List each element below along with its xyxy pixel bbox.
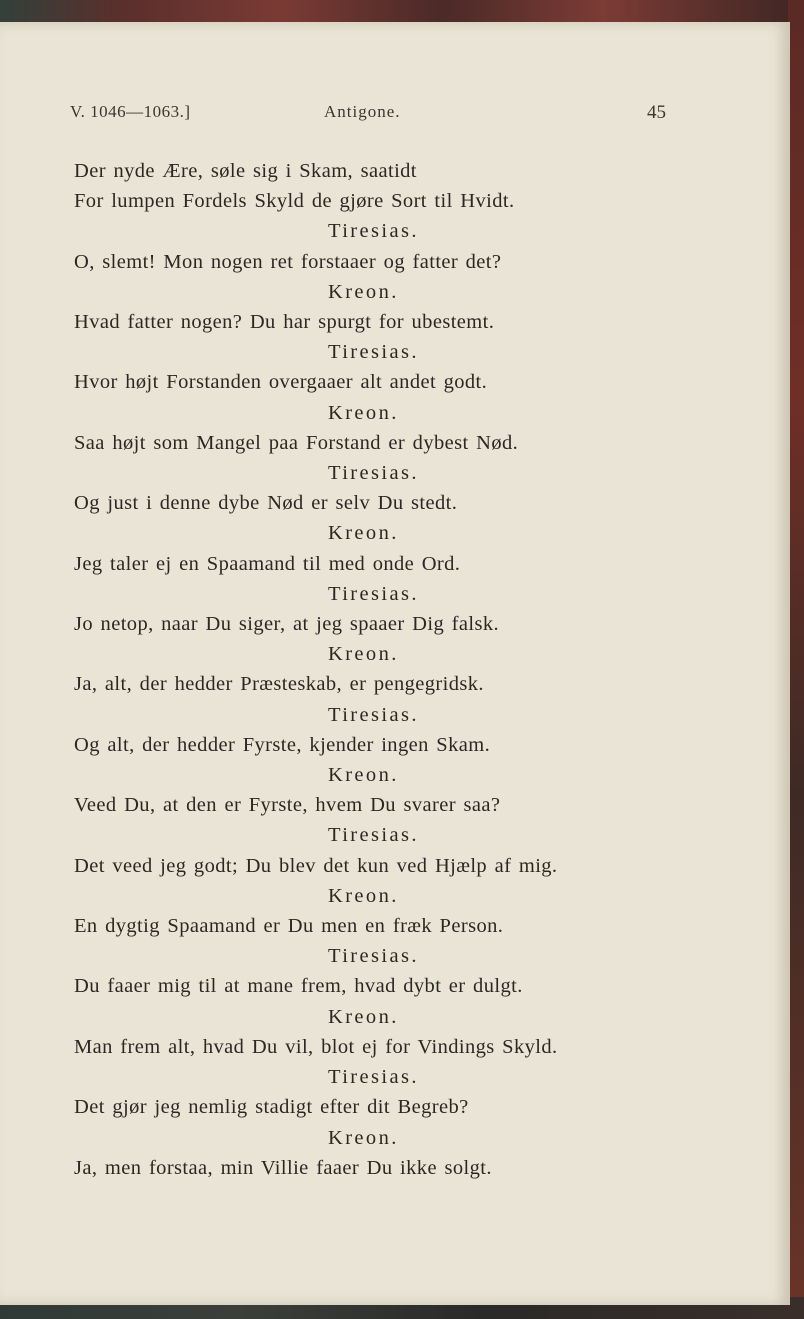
verse-line: Og just i denne dybe Nød er selv Du stedt. (74, 492, 458, 515)
verse-line: Man frem alt, hvad Du vil, blot ej for Vindings Skyld. (74, 1035, 558, 1058)
speaker-name: Tiresias. (328, 703, 419, 726)
verse-line: Der nyde Ære, søle sig i Skam, saatidt (74, 160, 417, 182)
verse-line: Du faaer mig til at mane frem, hvad dybt er dulgt. (74, 975, 523, 998)
speaker-name: Kreon. (328, 522, 399, 545)
verse-text (74, 156, 714, 1183)
book-page (0, 22, 790, 1305)
speaker-name: Kreon. (328, 643, 399, 666)
speaker-name: Kreon. (328, 401, 399, 424)
verse-line: Jeg taler ej en Spaamand til med onde Ord. (74, 552, 461, 575)
speaker-name: Tiresias. (328, 582, 419, 605)
speaker-name: Tiresias. (328, 945, 419, 968)
speaker-name: Tiresias. (328, 220, 419, 243)
book-spine-edge (788, 0, 804, 1319)
verse-line: Det gjør jeg nemlig stadigt efter dit Begreb? (74, 1096, 469, 1119)
speaker-name: Kreon. (328, 1005, 399, 1028)
verse-line: Hvor højt Forstanden overgaaer alt andet godt. (74, 371, 488, 394)
verse-line: Ja, men forstaa, min Villie faaer Du ikke solgt. (74, 1156, 492, 1179)
speaker-name: Kreon. (328, 280, 399, 303)
verse-line: Hvad fatter nogen? Du har spurgt for ubestemt. (74, 311, 495, 334)
speaker-name: Kreon. (328, 884, 399, 907)
running-header (70, 102, 670, 132)
verse-range: V. 1046—1063.] (70, 102, 191, 121)
verse-line: Jo netop, naar Du siger, at jeg spaaer Dig falsk. (74, 613, 500, 636)
verse-line: En dygtig Spaamand er Du men en fræk Person. (74, 915, 504, 938)
speaker-name: Kreon. (328, 764, 399, 787)
verse-line: Det veed jeg godt; Du blev det kun ved Hjælp af mig. (74, 854, 558, 877)
verse-line: Veed Du, at den er Fyrste, hvem Du svarer saa? (74, 794, 501, 817)
verse-line: O, slemt! Mon nogen ret forstaaer og fatter det? (74, 250, 502, 273)
speaker-name: Tiresias. (328, 341, 419, 364)
page-number: 45 (647, 102, 666, 123)
speaker-name: Tiresias. (328, 824, 419, 847)
verse-line: Saa højt som Mangel paa Forstand er dybest Nød. (74, 431, 519, 454)
running-title: Antigone. (324, 102, 401, 121)
verse-line: Og alt, der hedder Fyrste, kjender ingen Skam. (74, 733, 491, 756)
verse-line: For lumpen Fordels Skyld de gjøre Sort til Hvidt. (74, 190, 515, 213)
verse-line: Ja, alt, der hedder Præsteskab, er pengegridsk. (74, 673, 484, 696)
speaker-name: Kreon. (328, 1126, 399, 1149)
speaker-name: Tiresias. (328, 1066, 419, 1089)
speaker-name: Tiresias. (328, 462, 419, 485)
